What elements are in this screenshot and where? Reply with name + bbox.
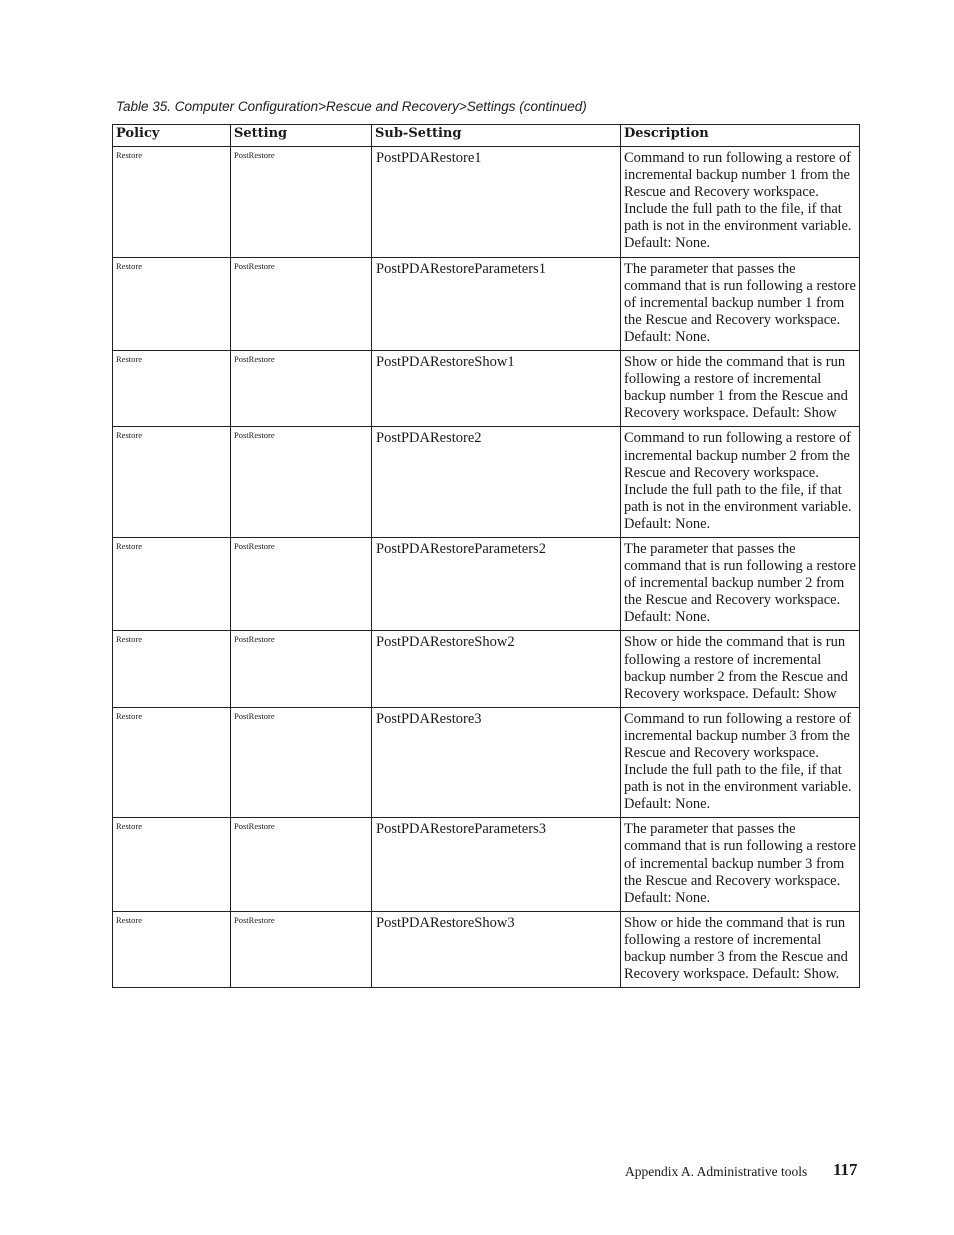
policy-cell: Restore [113,351,231,427]
column-header-sub-setting: Sub-Setting [372,125,621,147]
column-header-policy: Policy [113,125,231,147]
table-row [113,257,860,350]
description-cell: Command to run following a restore of incremental backup number 3 from the Rescue and Recovery workspace. Include the full path to the file, if that path is not in the environment variable. Default: None. [621,707,860,818]
table-row [113,631,860,707]
table-caption: Table 35. Computer Configuration>Rescue and Recovery>Settings (continued) [116,99,587,114]
policy-cell: Restore [113,818,231,911]
table-row [113,427,860,538]
table-row [113,818,860,911]
policy-cell: Restore [113,427,231,538]
sub-setting-cell: PostPDARestoreParameters3 [372,818,621,911]
description-cell: The parameter that passes the command that is run following a restore of incremental backup number 3 from the Rescue and Recovery workspace. Default: None. [621,818,860,911]
table-row [113,707,860,818]
sub-setting-cell: PostPDARestoreParameters1 [372,257,621,350]
setting-cell: PostRestore [231,147,372,258]
footer-section-title: Appendix A. Administrative tools [625,1164,808,1179]
sub-setting-cell: PostPDARestore2 [372,427,621,538]
description-cell: Show or hide the command that is run following a restore of incremental backup number 2 from the Rescue and Recovery workspace. Default: Show [621,631,860,707]
policy-cell: Restore [113,147,231,258]
page-number: 117 [833,1160,858,1179]
settings-table [112,124,860,988]
description-cell: Command to run following a restore of incremental backup number 1 from the Rescue and Recovery workspace. Include the full path to the file, if that path is not in the environment variable. Default: None. [621,147,860,258]
column-header-setting: Setting [231,125,372,147]
description-cell: Command to run following a restore of incremental backup number 2 from the Rescue and Recovery workspace. Include the full path to the file, if that path is not in the environment variable. Default: None. [621,427,860,538]
setting-cell: PostRestore [231,911,372,987]
table-row [113,911,860,987]
column-header-description: Description [621,125,860,147]
description-cell: Show or hide the command that is run following a restore of incremental backup number 3 from the Rescue and Recovery workspace. Default: Show. [621,911,860,987]
setting-cell: PostRestore [231,707,372,818]
table-header-row [113,125,860,147]
sub-setting-cell: PostPDARestore3 [372,707,621,818]
setting-cell: PostRestore [231,818,372,911]
setting-cell: PostRestore [231,427,372,538]
table-row [113,537,860,630]
policy-cell: Restore [113,911,231,987]
sub-setting-cell: PostPDARestoreShow3 [372,911,621,987]
policy-cell: Restore [113,537,231,630]
sub-setting-cell: PostPDARestore1 [372,147,621,258]
policy-cell: Restore [113,631,231,707]
sub-setting-cell: PostPDARestoreShow2 [372,631,621,707]
sub-setting-cell: PostPDARestoreShow1 [372,351,621,427]
setting-cell: PostRestore [231,537,372,630]
description-cell: The parameter that passes the command that is run following a restore of incremental backup number 2 from the Rescue and Recovery workspace. Default: None. [621,537,860,630]
table-row [113,147,860,258]
description-cell: The parameter that passes the command that is run following a restore of incremental backup number 1 from the Rescue and Recovery workspace. Default: None. [621,257,860,350]
setting-cell: PostRestore [231,631,372,707]
sub-setting-cell: PostPDARestoreParameters2 [372,537,621,630]
setting-cell: PostRestore [231,351,372,427]
table-row [113,351,860,427]
description-cell: Show or hide the command that is run following a restore of incremental backup number 1 from the Rescue and Recovery workspace. Default: Show [621,351,860,427]
setting-cell: PostRestore [231,257,372,350]
policy-cell: Restore [113,707,231,818]
policy-cell: Restore [113,257,231,350]
